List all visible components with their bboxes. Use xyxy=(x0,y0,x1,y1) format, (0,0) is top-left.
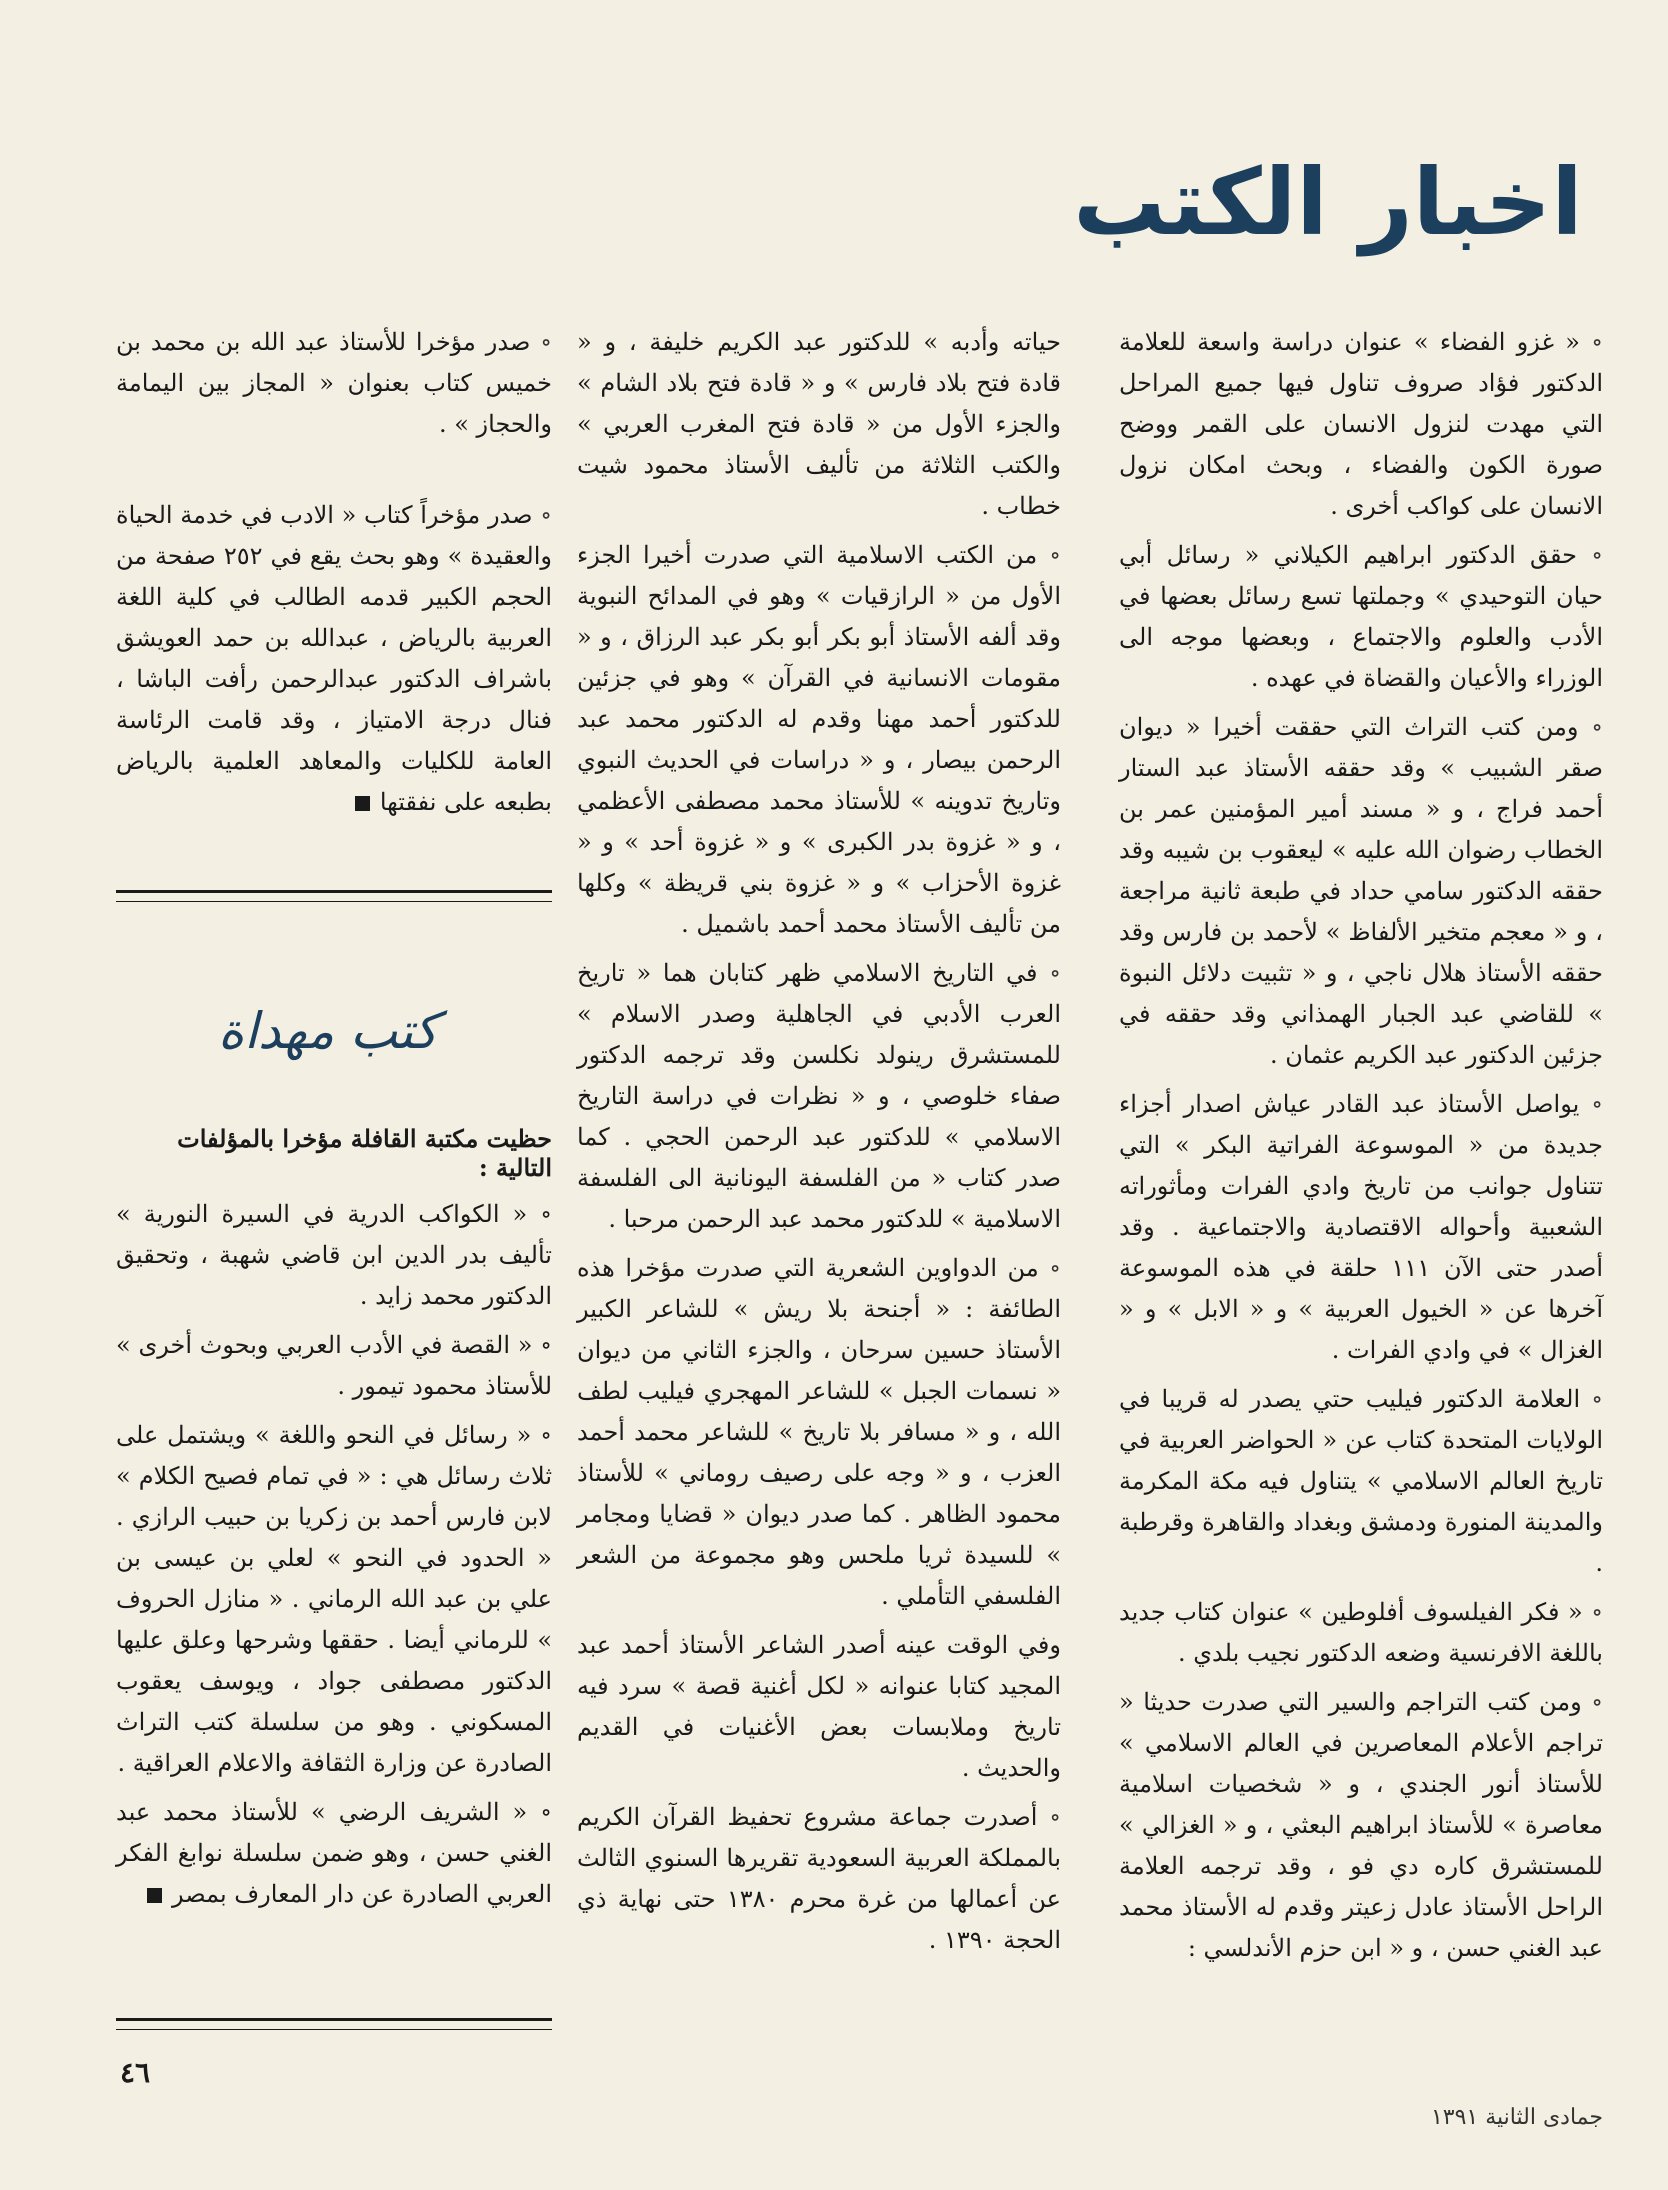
news-item: ∘ « غزو الفضاء » عنوان دراسة واسعة للعلامة الدكتور فؤاد صروف تناول فيها جميع المراحل التي مهدت لنزول الانسان على القمر ووضح صورة الكون والفضاء ، وبحث امكان نزول الانسان على كواكب أخرى . xyxy=(1119,322,1603,527)
news-item: ∘ أصدرت جماعة مشروع تحفيظ القرآن الكريم بالمملكة العربية السعودية تقريرها السنوي الثالث عن أعمالها من غرة محرم ١٣٨٠ حتى نهاية ذي الحجة ١٣٩٠ . xyxy=(577,1797,1061,1961)
end-mark-icon xyxy=(147,1888,162,1903)
section-title: اخبار الكتب xyxy=(1073,149,1583,256)
news-item: ∘ في التاريخ الاسلامي ظهر كتابان هما « تاريخ العرب الأدبي في الجاهلية وصدر الاسلام » للمستشرق رينولد نكلسن وقد ترجمه الدكتور صفاء خلوصي ، و « نظرات في دراسة التاريخ الاسلامي » للدكتور عبد الرحمن الحجي . كما صدر كتاب « من الفلسفة اليونانية الى الفلسفة الاسلامية » للدكتور محمد عبد الرحمن مرحبا . xyxy=(577,953,1061,1240)
news-item: ∘ صدر مؤخرا للأستاذ عبد الله بن محمد بن خميس كتاب بعنوان « المجاز بين اليمامة والحجاز » . xyxy=(116,322,552,445)
news-item xyxy=(116,495,552,823)
end-mark-icon xyxy=(355,796,370,811)
page-number: ٤٦ xyxy=(120,2056,151,2089)
list-item: ∘ « رسائل في النحو واللغة » ويشتمل على ثلاث رسائل هي : « في تمام فصيح الكلام » لابن فارس أحمد بن زكريا بن حبيب الرازي . « الحدود في النحو » لعلي بن عيسى بن علي بن عبد الله الرماني . « منازل الحروف » للرماني أيضا . حققها وشرحها وعلق عليها الدكتور مصطفى جواد ، ويوسف يعقوب المسكوني . وهو من سلسلة كتب التراث الصادرة عن وزارة الثقافة والاعلام العراقية . xyxy=(116,1415,552,1784)
news-item: وفي الوقت عينه أصدر الشاعر الأستاذ أحمد عبد المجيد كتابا عنوانه « لكل أغنية قصة » سرد فيه تاريخ وملابسات بعض الأغنيات في القديم والحديث . xyxy=(577,1631,1061,1782)
gifted-books-list xyxy=(116,1194,552,1923)
list-item-text: « الشريف الرضي » للأستاذ محمد عبد الغني حسن ، وهو ضمن سلسلة نوابغ الفكر العربي الصادرة عن دار المعارف بمصر xyxy=(116,1798,552,1908)
news-item: ∘ « فكر الفيلسوف أفلوطين » عنوان كتاب جديد باللغة الافرنسية وضعه الدكتور نجيب بلدي . xyxy=(1119,1592,1603,1674)
news-item: حياته وأدبه » للدكتور عبد الكريم خليفة ، و « قادة فتح بلاد فارس » و « قادة فتح بلاد الشام » والجزء الأول من « قادة فتح المغرب العربي » والكتب الثلاثة من تأليف الأستاذ محمود شيت خطاب . xyxy=(577,328,1061,520)
news-item: ∘ يواصل الأستاذ عبد القادر عياش اصدار أجزاء جديدة من « الموسوعة الفراتية البكر » التي تتناول جوانب من تاريخ وادي الفرات ومأثوراته الشعبية وأحواله الاقتصادية والاجتماعية . وقد أصدر حتى الآن ١١١ حلقة في هذه الموسوعة آخرها عن « الخيول العربية » و « الابل » و « الغزال » في وادي الفرات . xyxy=(1119,1084,1603,1371)
list-item xyxy=(116,1792,552,1915)
news-item: ∘ ومن كتب التراث التي حققت أخيرا « ديوان صقر الشبيب » وقد حققه الأستاذ عبد الستار أحمد فراج ، و « مسند أمير المؤمنين عمر بن الخطاب رضوان الله عليه » ليعقوب بن شيبه وقد حققه الدكتور سامي حداد في طبعة ثانية مراجعة ، و « معجم متخير الألفاظ » لأحمد بن فارس وقد حققه الأستاذ هلال ناجي ، و « تثبيت دلائل النبوة » للقاضي عبد الجبار الهمذاني وقد حققه في جزئين الدكتور عبد الكريم عثمان . xyxy=(1119,707,1603,1076)
news-item-text: صدر مؤخراً كتاب « الادب في خدمة الحياة والعقيدة » وهو بحث يقع في ٢٥٢ صفحة من الحجم الكبير قدمه الطالب في كلية اللغة العربية بالرياض ، عبدالله بن حمد العويشق باشراف الدكتور عبدالرحمن رأفت الباشا ، فنال درجة الامتياز ، وقد قامت الرئاسة العامة للكليات والمعاهد العلمية بالرياض بطبعه على نفقتها xyxy=(116,501,552,816)
news-item: ∘ حقق الدكتور ابراهيم الكيلاني « رسائل أبي حيان التوحيدي » وجملتها تسع رسائل بعضها في الأدب والعلوم والاجتماع ، وبعضها موجه الى الوزراء والأعيان والقضاة في عهده . xyxy=(1119,535,1603,699)
divider xyxy=(116,890,552,902)
divider xyxy=(116,2018,552,2030)
column-left xyxy=(116,322,552,831)
list-item: ∘ « الكواكب الدرية في السيرة النورية » تأليف بدر الدين ابن قاضي شهبة ، وتحقيق الدكتور محمد زايد . xyxy=(116,1194,552,1317)
news-item: ∘ العلامة الدكتور فيليب حتي يصدر له قريبا في الولايات المتحدة كتاب عن « الحواضر العربية في تاريخ العالم الاسلامي » يتناول فيه مكة المكرمة والمدينة المنورة ودمشق وبغداد والقاهرة وقرطبة . xyxy=(1119,1379,1603,1584)
gifted-books-title: كتب مهداة xyxy=(217,1002,439,1060)
list-item: ∘ « القصة في الأدب العربي وبحوث أخرى » للأستاذ محمود تيمور . xyxy=(116,1325,552,1407)
news-item: ∘ من الدواوين الشعرية التي صدرت مؤخرا هذه الطائفة : « أجنحة بلا ريش » للشاعر الكبير الأستاذ حسين سرحان ، والجزء الثاني من ديوان « نسمات الجبل » للشاعر المهجري فيليب لطف الله ، و « مسافر بلا تاريخ » للشاعر محمد أحمد العزب ، و « وجه على رصيف روماني » للأستاذ محمود الظاهر . كما صدر ديوان « قضايا ومجامر » للسيدة ثريا ملحس وهو مجموعة من الشعر الفلسفي التأملي . xyxy=(577,1248,1061,1617)
issue-date: جمادى الثانية ١٣٩١ xyxy=(1430,2105,1603,2130)
column-middle xyxy=(577,322,1061,1969)
column-right xyxy=(1119,322,1603,1977)
gifted-books-intro: حظيت مكتبة القافلة مؤخرا بالمؤلفات التالية : xyxy=(177,1124,552,1182)
news-item: ∘ ومن كتب التراجم والسير التي صدرت حديثا « تراجم الأعلام المعاصرين في العالم الاسلامي » للأستاذ أنور الجندي ، و « شخصيات اسلامية معاصرة » للأستاذ ابراهيم البعثي ، و « الغزالي » للمستشرق كاره دي فو ، وقد ترجمه العلامة الراحل الأستاذ عادل زعيتر وقدم له الأستاذ محمد عبد الغني حسن ، و « ابن حزم الأندلسي : xyxy=(1119,1682,1603,1969)
news-item: ∘ من الكتب الاسلامية التي صدرت أخيرا الجزء الأول من « الرازقيات » وهو في المدائح النبوية وقد ألفه الأستاذ أبو بكر أبو بكر عبد الرزاق ، و « مقومات الانسانية في القرآن » وهو في جزئين للدكتور أحمد مهنا وقدم له الدكتور محمد عبد الرحمن بيصار ، و « دراسات في الحديث النبوي وتاريخ تدوينه » للأستاذ محمد مصطفى الأعظمي ، و « غزوة بدر الكبرى » و « غزوة أحد » و « غزوة الأحزاب » و « غزوة بني قريظة » وكلها من تأليف الأستاذ محمد أحمد باشميل . xyxy=(577,535,1061,945)
